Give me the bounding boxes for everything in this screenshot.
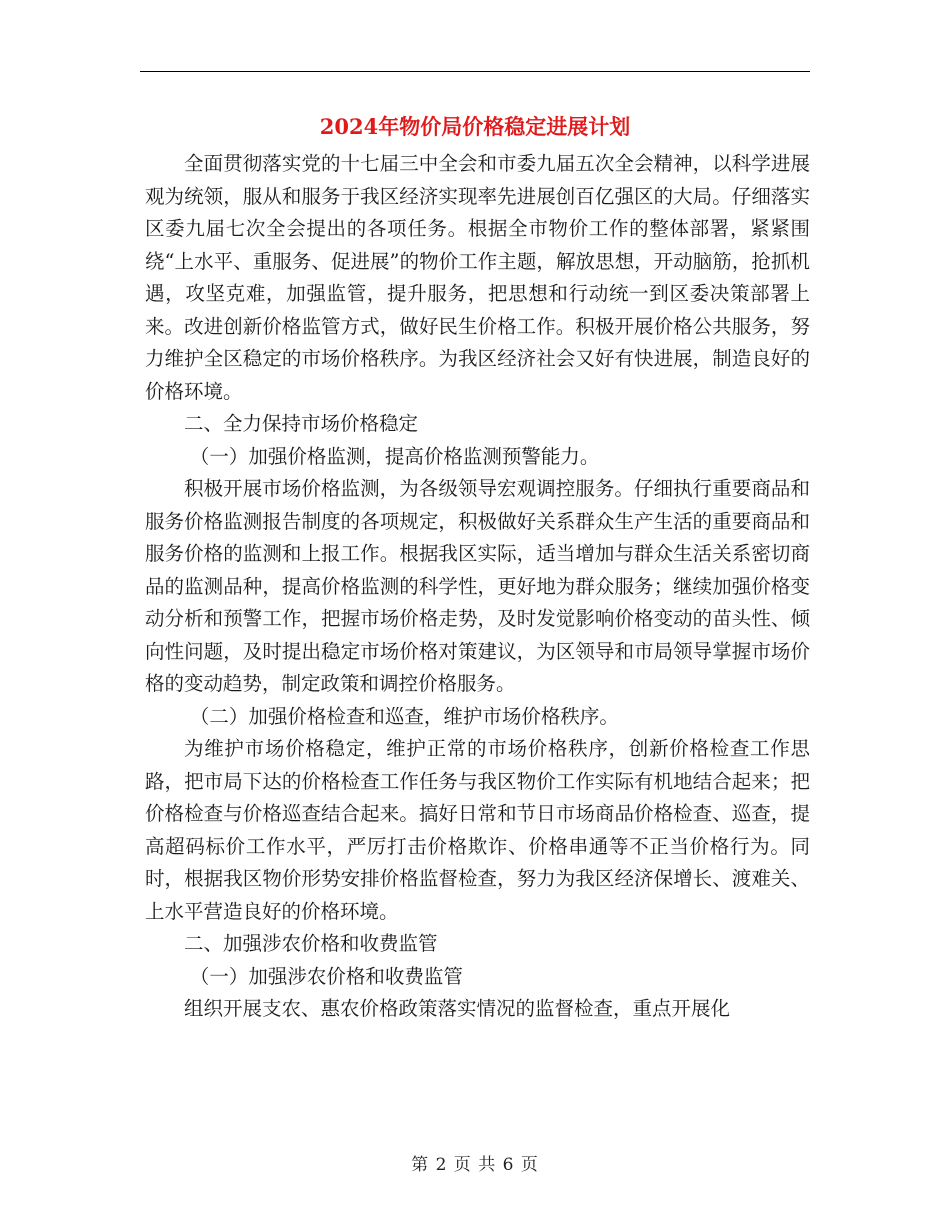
paragraph-intro: 全面贯彻落实党的十七届三中全会和市委九届五次全会精神，以科学进展观为统领，服从和服务于我区经济实现率先进展创百亿强区的大局。仔细落实区委九届七次全会提出的各项任务。根据全市物价工作的整体部署，紧紧围绕“上水平、重服务、促进展”的物价工作主题，解放思想，开动脑筋，抢抓机遇，攻坚克难，加强监管，提升服务，把思想和行动统一到区委决策部署上来。改进创新价格监管方式，做好民生价格工作。积极开展价格公共服务，努力维护全区稳定的市场价格秩序。为我区经济社会又好有快进展，制造良好的价格环境。	[145, 152, 810, 403]
subsection-heading: （一）加强价格监测，提高价格监测预警能力。	[189, 444, 600, 468]
section-heading: 二、全力保持市场价格稳定	[184, 412, 419, 435]
paragraph-agriculture: 组织开展支农、惠农价格政策落实情况的监督检查，重点开展化	[184, 997, 731, 1020]
paragraph-inspection: 为维护市场价格稳定，维护正常的市场价格秩序，创新价格检查工作思路，把市局下达的价格检查工作任务与我区物价工作实际有机地结合起来；把价格检查与价格巡查结合起来。搞好日常和节日市场商品价格检查、巡查，提高超码标价工作水平，严厉打击价格欺诈、价格串通等不正当价格行为。同时，根据我区物价形势安排价格监督检查，努力为我区经济保增长、渡难关、上水平营造良好的价格环境。	[145, 737, 810, 923]
document-body	[145, 148, 810, 1026]
subsection-heading: （二）加强价格检查和巡查，维护市场价格秩序。	[189, 704, 619, 728]
section-heading: 二、加强涉农价格和收费监管	[184, 932, 438, 955]
page-number: 第 2 页 共 6 页	[411, 1155, 539, 1175]
header-rule	[140, 71, 810, 72]
paragraph-monitoring: 积极开展市场价格监测，为各级领导宏观调控服务。仔细执行重要商品和服务价格监测报告制度的各项规定，积极做好关系群众生产生活的重要商品和服务价格的监测和上报工作。根据我区实际，适当增加与群众生活关系密切商品的监测品种，提高价格监测的科学性，更好地为群众服务；继续加强价格变动分析和预警工作，把握市场价格走势，及时发觉影响价格变动的苗头性、倾向性问题，及时提出稳定市场价格对策建议，为区领导和市局领导掌握市场价格的变动趋势，制定政策和调控价格服务。	[145, 477, 810, 695]
document-title: 2024年物价局价格稳定进展计划	[319, 114, 631, 139]
subsection-heading: （一）加强涉农价格和收费监管	[189, 964, 463, 988]
